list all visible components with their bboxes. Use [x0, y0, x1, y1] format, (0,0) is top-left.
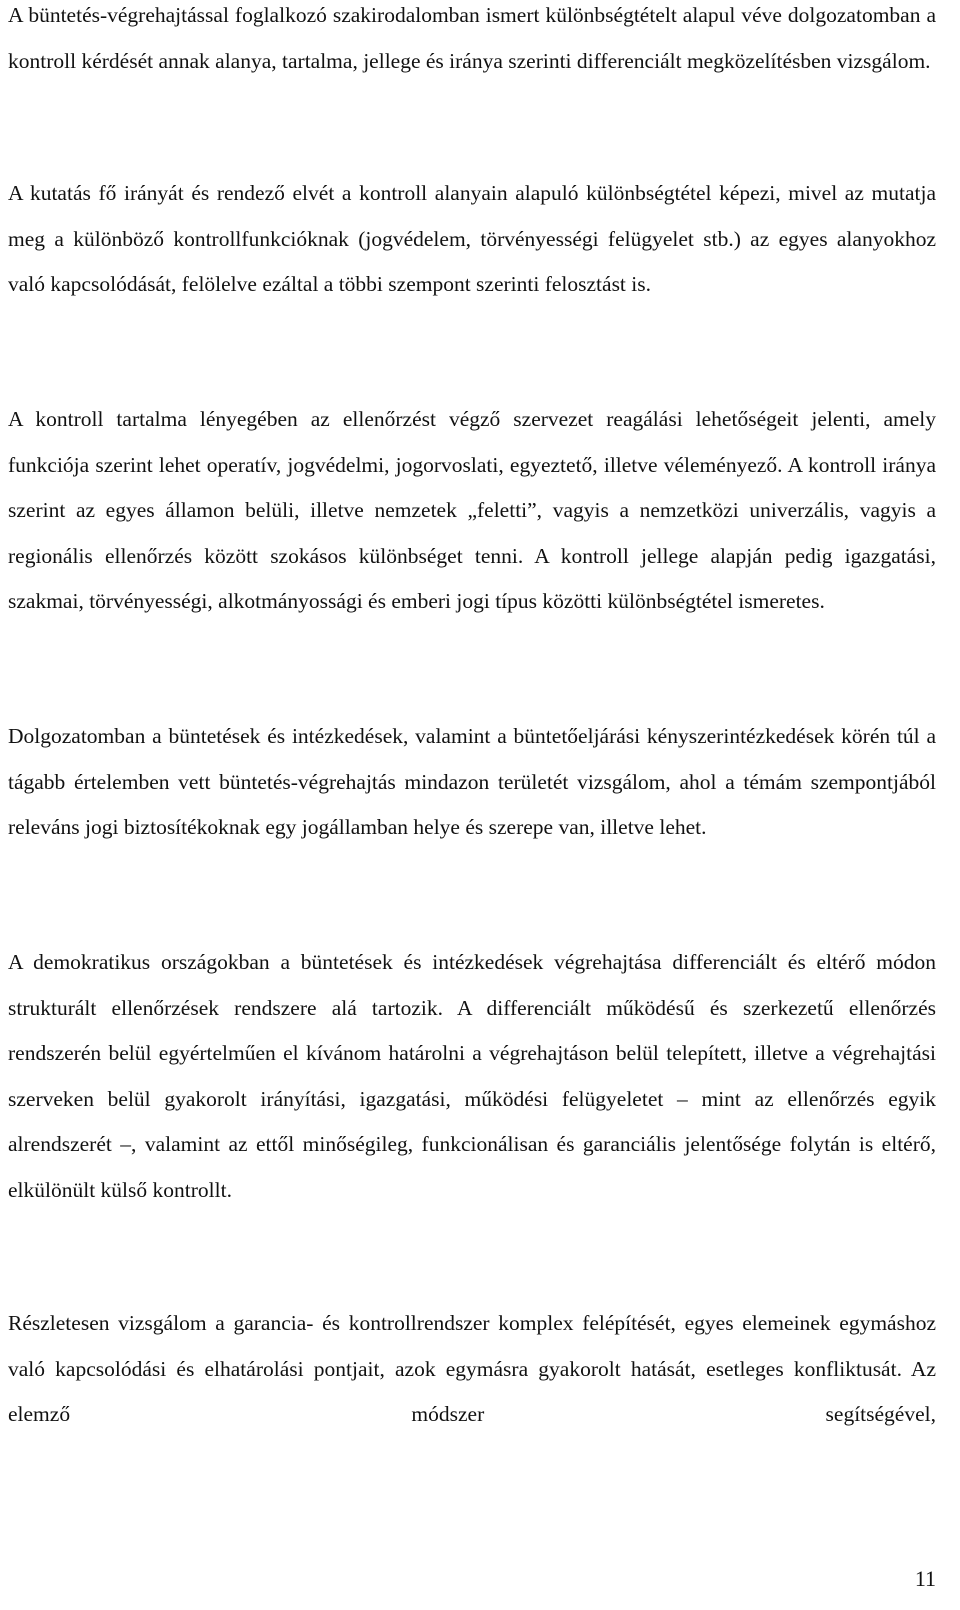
- paragraph-3: A kontroll tartalma lényegében az ellenőrzést végző szervezet reagálási lehetőségeit jelenti, amely funkciója szerint lehet operatív, jogvédelmi, jogorvoslati, egyeztető, illetve véleményező. A kontroll iránya szerint az egyes államon belüli, illetve nemzetek „feletti”, vagyis a nemzetközi univerzális, vagyis a regionális ellenőrzés között szokásos különbséget tenni. A kontroll jellege alapján pedig igazgatási, szakmai, törvényességi, alkotmányossági és emberi jogi típus közötti különbségtétel ismeretes.: [8, 407, 936, 613]
- page-number: 11: [914, 1566, 936, 1591]
- paragraph-1: A büntetés-végrehajtással foglalkozó szakirodalomban ismert különbségtételt alapul véve dolgozatomban a kontroll kérdését annak alanya, tartalma, jellege és iránya szerinti differenciált megközelítésben vizsgálom.: [8, 3, 936, 73]
- paragraph-4: Dolgozatomban a büntetések és intézkedések, valamint a büntetőeljárási kényszerintézkedések körén túl a tágabb értelemben vett büntetés-végrehajtás mindazon területét vizsgálom, ahol a témám szempontjából releváns jogi biztosítékoknak egy jogállamban helye és szerepe van, illetve lehet.: [8, 724, 936, 839]
- paragraph-5: A demokratikus országokban a büntetések és intézkedések végrehajtása differenciált és eltérő módon strukturált ellenőrzések rendszere alá tartozik. A differenciált működésű és szerkezetű ellenőrzés rendszerén belül egyértelműen el kívánom határolni a végrehajtáson belül telepített, illetve a végrehajtási szerveken belül gyakorolt irányítási, igazgatási, működési felügyeletet – mint az ellenőrzés egyik alrendszerét –, valamint az ettől minőségileg, funkcionálisan és garanciális jelentősége folytán is eltérő, elkülönült külső kontrollt.: [8, 950, 936, 1202]
- paragraph-2: A kutatás fő irányát és rendező elvét a kontroll alanyain alapuló különbségtétel képezi, mivel az mutatja meg a különböző kontrollfunkcióknak (jogvédelem, törvényességi felügyelet stb.) az egyes alanyokhoz való kapcsolódását, felölelve ezáltal a többi szempont szerinti felosztást is.: [8, 181, 936, 296]
- paragraph-6: Részletesen vizsgálom a garancia- és kontrollrendszer komplex felépítését, egyes elemeinek egymáshoz való kapcsolódási és elhatárolási pontjait, azok egymásra gyakorolt hatását, esetleges konfliktusát. Az elemző módszer segítségével,: [8, 1311, 936, 1426]
